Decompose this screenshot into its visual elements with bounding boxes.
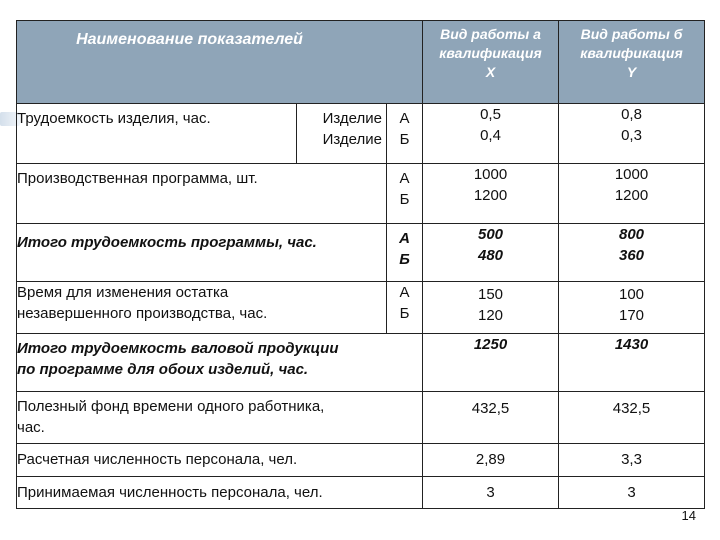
product-labels: Изделие Изделие <box>297 104 387 164</box>
value-work-b: 3,3 <box>559 444 705 477</box>
row-label: Принимаемая численность персонала, чел. <box>17 477 423 509</box>
value-work-b: 100 170 <box>559 282 705 334</box>
indicators-table <box>16 20 705 509</box>
value-work-a: 1250 <box>423 334 559 392</box>
table-row <box>17 392 705 444</box>
table-row <box>17 164 705 224</box>
value-work-a: 3 <box>423 477 559 509</box>
header-work-a: Вид работы а квалификация X <box>423 21 559 104</box>
value-work-a: 500 480 <box>423 224 559 282</box>
value-work-b: 0,8 0,3 <box>559 104 705 164</box>
value-work-a: 0,5 0,4 <box>423 104 559 164</box>
value-work-a: 2,89 <box>423 444 559 477</box>
product-codes: А Б <box>387 224 423 282</box>
header-work-b: Вид работы б квалификация Y <box>559 21 705 104</box>
row-label: Итого трудоемкость программы, час. <box>17 224 387 282</box>
row-label: Полезный фонд времени одного работника, час. <box>17 392 423 444</box>
product-codes: А Б <box>387 164 423 224</box>
row-label: Расчетная численность персонала, чел. <box>17 444 423 477</box>
value-work-b: 800 360 <box>559 224 705 282</box>
row-label: Производственная программа, шт. <box>17 164 387 224</box>
table-row <box>17 104 705 164</box>
value-work-a: 1000 1200 <box>423 164 559 224</box>
value-work-a: 432,5 <box>423 392 559 444</box>
table-row <box>17 224 705 282</box>
page-number: 14 <box>681 508 696 523</box>
row-label: Трудоемкость изделия, час. <box>17 104 297 164</box>
table-row <box>17 282 705 334</box>
value-work-b: 432,5 <box>559 392 705 444</box>
value-work-a: 150 120 <box>423 282 559 334</box>
table-row <box>17 444 705 477</box>
row-label: Итого трудоемкость валовой продукции по программе для обоих изделий, час. <box>17 334 423 392</box>
table-row <box>17 334 705 392</box>
header-indicators: Наименование показателей <box>17 21 423 104</box>
table-row <box>17 477 705 509</box>
value-work-b: 3 <box>559 477 705 509</box>
table-header-row <box>17 21 705 104</box>
row-label: Время для изменения остатка незавершенного производства, час. <box>17 282 387 334</box>
value-work-b: 1000 1200 <box>559 164 705 224</box>
value-work-b: 1430 <box>559 334 705 392</box>
product-codes: А Б <box>387 104 423 164</box>
product-codes: А Б <box>387 282 423 334</box>
